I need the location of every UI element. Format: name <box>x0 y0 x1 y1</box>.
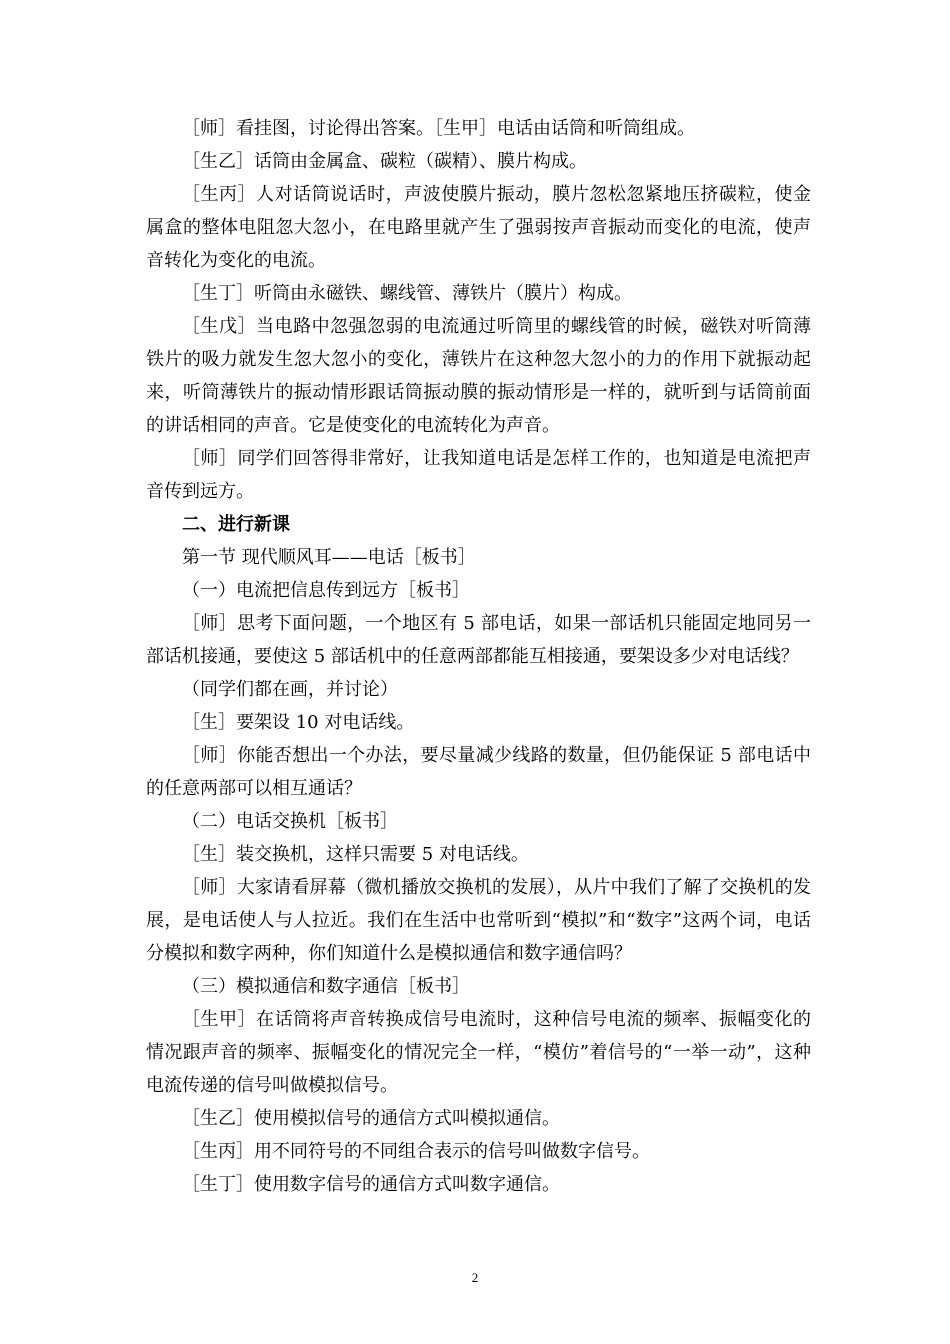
paragraph-student-switchboard: ［生］装交换机，这样只需要 5 对电话线。 <box>182 844 529 865</box>
subheading-part-two: （二）电话交换机［板书］ <box>182 811 398 832</box>
paragraph-student-d-earpiece: ［生丁］听筒由永磁铁、螺线管、薄铁片（膜片）构成。 <box>182 283 632 304</box>
paragraph-teacher-screen: ［师］大家请看屏幕（微机播放交换机的发展），从片中我们了解了交换机的发展，是电话使人与人拉近。我们在生活中也常听到“模拟”和“数字”这两个词，电话分模拟和数字两种，你们知道什么是模拟通信和数字通信吗？ <box>146 877 811 964</box>
paragraph-student-c-digital-signal: ［生丙］用不同符号的不同组合表示的信号叫做数字信号。 <box>182 1141 650 1162</box>
subheading-section-one: 第一节 现代顺风耳——电话［板书］ <box>182 547 476 568</box>
paragraph-student-b-mouthpiece: ［生乙］话筒由金属盒、碳粒（碳精）、膜片构成。 <box>182 151 587 172</box>
paragraph-teacher-reduce-lines: ［师］你能否想出一个办法，要尽量减少线路的数量，但仍能保证 5 部电话中的任意两部可以相互通话？ <box>146 745 811 799</box>
paragraph-students-discuss: （同学们都在画，并讨论） <box>182 679 398 700</box>
section-heading-new-lesson: 二、进行新课 <box>182 514 290 535</box>
document-body <box>146 112 811 1201</box>
paragraph-student-e-explanation: ［生戊］当电路中忽强忽弱的电流通过听筒里的螺线管的时候，磁铁对听筒薄铁片的吸力就发生忽大忽小的变化，薄铁片在这种忽大忽小的力的作用下就振动起来，听筒薄铁片的振动情形跟话筒振动膜的振动情形是一样的，就听到与话筒前面的讲话相同的声音。它是使变化的电流转化为声音。 <box>146 316 811 436</box>
paragraph-teacher-question: ［师］思考下面问题，一个地区有 5 部电话，如果一部话机只能固定地同另一部话机接通，要使这 5 部话机中的任意两部都能互相接通，要架设多少对电话线？ <box>146 613 811 667</box>
paragraph-student-c-explanation: ［生丙］人对话筒说话时，声波使膜片振动，膜片忽松忽紧地压挤碳粒，使金属盒的整体电阻忽大忽小，在电路里就产生了强弱按声音振动而变化的电流，使声音转化为变化的电流。 <box>146 184 811 271</box>
paragraph-student-d-digital-comm: ［生丁］使用数字信号的通信方式叫数字通信。 <box>182 1174 560 1195</box>
subheading-part-three: （三）模拟通信和数字通信［板书］ <box>182 976 470 997</box>
subheading-part-one: （一）电流把信息传到远方［板书］ <box>182 580 470 601</box>
paragraph-student-a-analog-signal: ［生甲］在话筒将声音转换成信号电流时，这种信号电流的频率、振幅变化的情况跟声音的频率、振幅变化的情况完全一样，“模仿”着信号的“一举一动”，这种电流传递的信号叫做模拟信号。 <box>146 1009 811 1096</box>
paragraph-student-answer-ten: ［生］要架设 10 对电话线。 <box>182 712 415 733</box>
paragraph-student-b-analog-comm: ［生乙］使用模拟信号的通信方式叫模拟通信。 <box>182 1108 560 1129</box>
page-number: 2 <box>471 1270 479 1285</box>
paragraph-teacher-summary: ［师］同学们回答得非常好，让我知道电话是怎样工作的，也知道是电流把声音传到远方。 <box>146 448 811 502</box>
paragraph-teacher-chart: ［师］看挂图，讨论得出答案。［生甲］电话由话筒和听筒组成。 <box>182 118 695 139</box>
